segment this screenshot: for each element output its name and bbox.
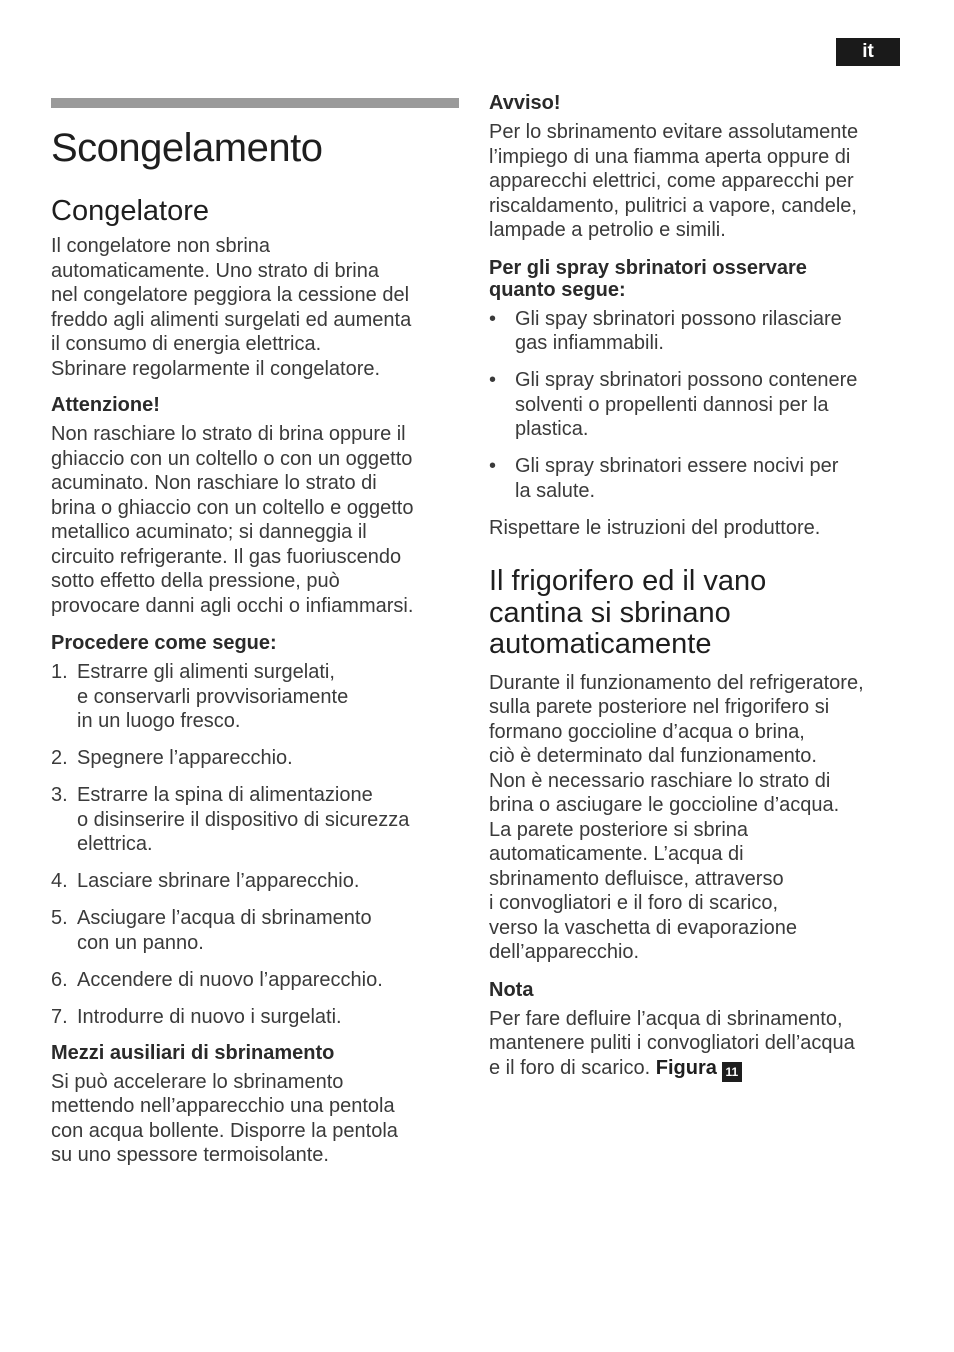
- respect-instructions-text: Rispettare le istruzioni del produttore.: [489, 516, 821, 539]
- section-rule: [51, 98, 459, 108]
- step-item: [51, 869, 459, 894]
- figure-number-badge: 11: [722, 1062, 742, 1082]
- step-item: [51, 968, 459, 993]
- bullet-icon: •: [489, 307, 497, 330]
- step-number: 3.: [51, 784, 68, 806]
- warning-heading: Attenzione!: [51, 394, 160, 416]
- step-item: [51, 1005, 459, 1030]
- step-item: [51, 746, 459, 771]
- page-title: Scongelamento: [51, 126, 323, 170]
- step-text: Estrarre gli alimenti surgelati, e conservarli provvisoriamente in un luogo fresco.: [77, 661, 349, 732]
- spray-heading: Per gli spray sbrinatori osservare quanto segue:: [489, 256, 807, 301]
- step-number: 2.: [51, 747, 68, 769]
- auto-defrost-heading: Il frigorifero ed il vano cantina si sbrinano automaticamente: [489, 565, 767, 660]
- step-text: Asciugare l’acqua di sbrinamento con un panno.: [77, 907, 372, 954]
- step-text: Introdurre di nuovo i surgelati.: [77, 1005, 342, 1028]
- step-item: [51, 783, 459, 857]
- note-text: [489, 1007, 903, 1082]
- aids-text: Si può accelerare lo sbrinamento mettendo nell’apparecchio una pentola con acqua bollente. Disporre la pentola su uno spessore termoisolante.: [51, 1070, 398, 1166]
- freezer-intro: Il congelatore non sbrina automaticamente. Uno strato di brina nel congelatore peggiora la cessione del freddo agli alimenti surgelati ed aumenta il consumo di energia elettrica. Sbrinare regolarmente il congelatore.: [51, 235, 412, 380]
- bullet-text: Gli spay sbrinatori possono rilasciare gas infiammabili.: [515, 307, 842, 354]
- bullet-icon: •: [489, 455, 497, 477]
- list-item: [489, 368, 903, 442]
- list-item: [489, 454, 903, 503]
- language-badge: it: [836, 38, 900, 66]
- step-item: [51, 906, 459, 955]
- step-number: 7.: [51, 1005, 68, 1028]
- step-item: [51, 660, 459, 734]
- step-number: 4.: [51, 870, 68, 892]
- note-body: Per fare defluire l’acqua di sbrinamento, mantenere puliti i convogliatori dell’acqua e il foro di scarico.: [489, 1007, 855, 1079]
- bullet-icon: •: [489, 369, 497, 391]
- figure-reference-link[interactable]: Figura: [655, 1056, 717, 1079]
- warning-text: Non raschiare lo strato di brina oppure il ghiaccio con un coltello o con un oggetto acuminato. Non raschiare lo strato di brina o ghiaccio con un coltello e oggetto metallico acuminato; si danneggia il circuito refrigerante. Il gas fuoriuscendo sotto effetto della pressione, può provocare danni agli occhi o infiammarsi.: [51, 423, 414, 617]
- steps-list: [51, 660, 459, 1029]
- notice-text: Per lo sbrinamento evitare assolutamente l’impiego di una fiamma aperta oppure di apparecchi elettrici, come apparecchi per riscaldamento, pulitrici a vapore, candele, lampade a petrolio e simili.: [489, 121, 859, 241]
- step-number: 6.: [51, 968, 68, 991]
- right-column: [489, 92, 903, 1082]
- bullet-text: Gli spray sbrinatori essere nocivi per la salute.: [515, 455, 839, 502]
- left-column: [51, 98, 459, 1168]
- notice-heading: Avviso!: [489, 92, 561, 114]
- list-item: [489, 307, 903, 356]
- aids-heading: Mezzi ausiliari di sbrinamento: [51, 1041, 335, 1064]
- step-text: Spegnere l’apparecchio.: [77, 747, 293, 769]
- bullet-text: Gli spray sbrinatori possono contenere solventi o propellenti dannosi per la plastica.: [515, 369, 858, 440]
- steps-heading: Procedere come segue:: [51, 632, 277, 654]
- step-text: Estrarre la spina di alimentazione o disinserire il dispositivo di sicurezza elettrica.: [77, 784, 410, 855]
- freezer-heading: Congelatore: [51, 195, 209, 227]
- step-text: Lasciare sbrinare l’apparecchio.: [77, 870, 360, 892]
- step-number: 5.: [51, 907, 68, 929]
- spray-bullet-list: [489, 307, 903, 504]
- step-text: Accendere di nuovo l’apparecchio.: [77, 968, 383, 991]
- auto-defrost-text: Durante il funzionamento del refrigeratore, sulla parete posteriore nel frigorifero si formano goccioline d’acqua o brina, ciò è determinato dal funzionamento. Non è necessario raschiare lo strato di brina o asciugare le goccioline d’acqua. La parete posteriore si sbrina automaticamente. L’acqua di sbrinamento defluisce, attraverso i convogliatori e il foro di scarico, verso la vaschetta di evaporazione dell’apparecchio.: [489, 671, 864, 963]
- step-number: 1.: [51, 661, 68, 683]
- note-heading: Nota: [489, 978, 534, 1001]
